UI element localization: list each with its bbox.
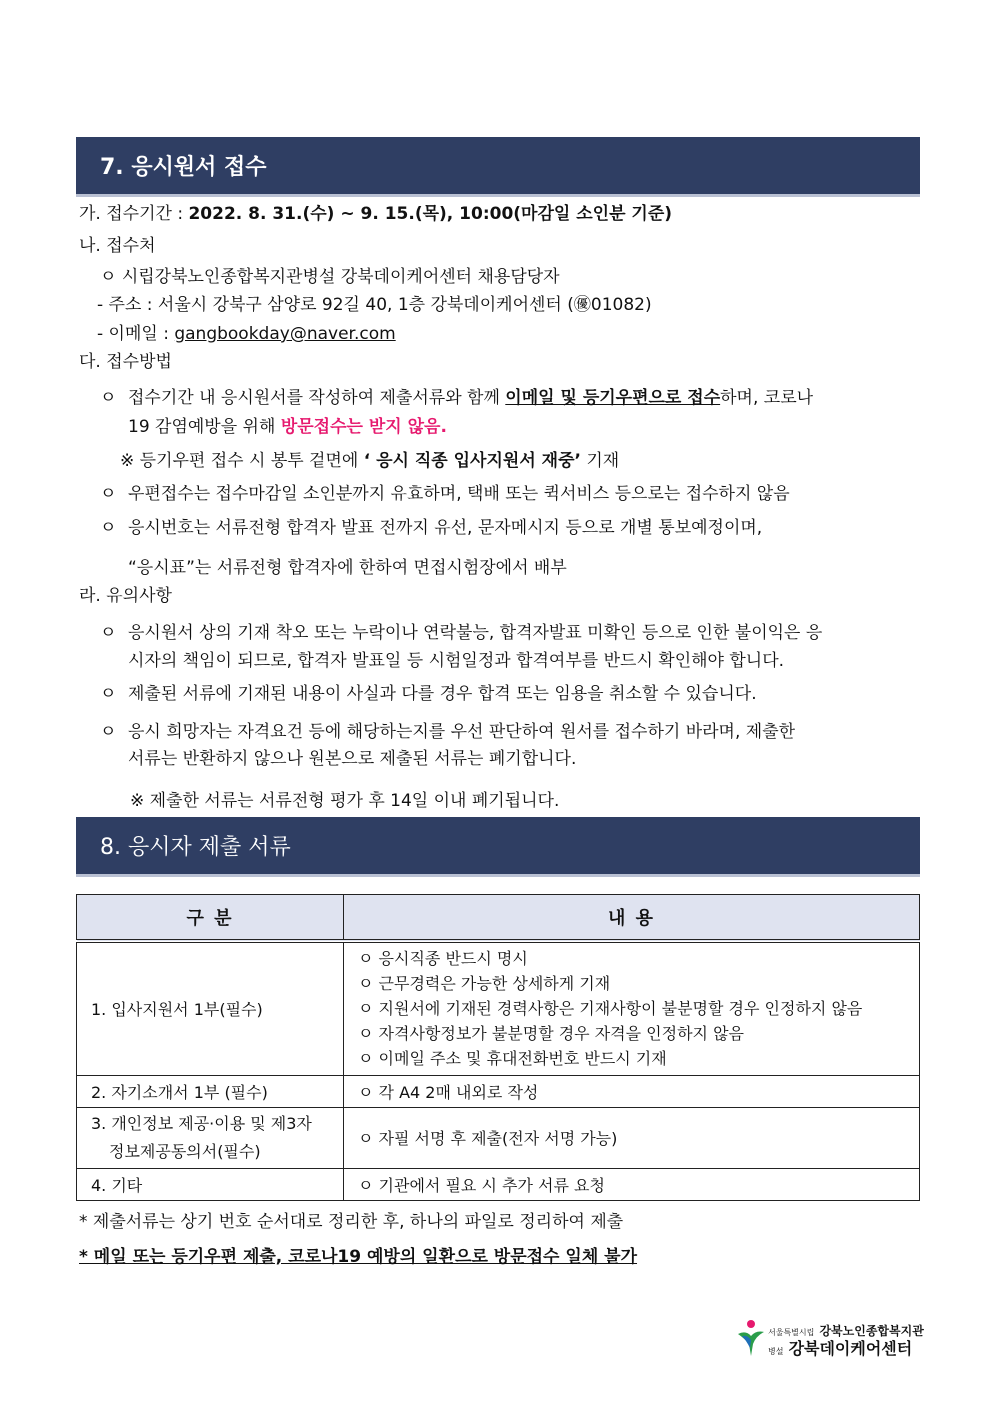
table-row [77, 1107, 920, 1168]
table-row [77, 1075, 920, 1107]
header-content: 내 용 [344, 895, 920, 942]
email-label: - 이메일 : [97, 324, 175, 344]
method-bullet-1-line1 [128, 386, 813, 410]
row-label-line2: 정보제공동의서(필수) [109, 1141, 261, 1161]
method-bullet-3-line2: “응시표”는 서류전형 합격자에 한하여 면접시험장에서 배부 [128, 558, 567, 578]
logo-mark-icon [736, 1318, 766, 1358]
list-item: ㅇ 기관에서 필요 시 추가 서류 요청 [358, 1175, 605, 1195]
list-item: ㅇ 자필 서명 후 제출(전자 서명 가능) [358, 1129, 618, 1148]
logo-line1-main: 강북노인종합복지관 [819, 1324, 924, 1338]
section-7-title: 7. 응시원서 접수 [100, 155, 267, 180]
row-label: 4. 기타 [77, 1168, 344, 1200]
notice-note: ※ 제출한 서류는 서류전형 평가 후 14일 이내 폐기됩니다. [130, 791, 560, 811]
notice-bullet-2: 제출된 서류에 기재된 내용이 사실과 다를 경우 합격 또는 임용을 취소할 수 있습니다. [128, 684, 757, 704]
row-label: 1. 입사지원서 1부(필수) [77, 941, 344, 1075]
method-bullet-2: 우편접수는 접수마감일 소인분까지 유효하며, 택배 또는 퀵서비스 등으로는 접수하지 않음 [128, 484, 790, 504]
section-7-banner [76, 137, 920, 197]
submit-note-1: * 제출서류는 상기 번호 순서대로 정리한 후, 하나의 파일로 정리하여 제출 [79, 1212, 624, 1232]
notice-heading: 라. 유의사항 [79, 586, 172, 606]
notice-bullet-1-line2: 시자의 책임이 되므로, 합격자 발표일 등 시험일정과 합격여부를 반드시 확인해야 합니다. [128, 651, 785, 671]
method-text: 접수기간 내 응시원서를 작성하여 제출서류와 함께 [128, 388, 506, 408]
list-item: ㅇ 각 A4 2매 내외로 작성 [358, 1082, 539, 1102]
bullet-marker: ㅇ [100, 518, 117, 538]
row-label-line1: 3. 개인정보 제공·이용 및 제3자 [91, 1113, 312, 1133]
bullet-marker: ㅇ [100, 484, 117, 504]
notice-bullet-1-line1: 응시원서 상의 기재 착오 또는 누락이나 연락불능, 합격자발표 미확인 등으로 인한 불이익은 응 [128, 623, 823, 643]
notice-bullet-3-line2: 서류는 반환하지 않으나 원본으로 제출된 서류는 폐기합니다. [128, 749, 577, 769]
header-category: 구 분 [77, 895, 344, 942]
bullet-marker: ㅇ [100, 722, 117, 742]
row-label [77, 1107, 344, 1168]
center-logo [736, 1318, 924, 1358]
notice-bullet-3-line1: 응시 희망자는 자격요건 등에 해당하는지를 우선 판단하여 원서를 접수하기 바라며, 제출한 [128, 722, 796, 742]
method-emphasis: 이메일 및 등기우편으로 접수 [505, 388, 721, 408]
method-note [120, 449, 619, 473]
bullet-marker: ㅇ [100, 623, 117, 643]
note-text: ※ 등기우편 접수 시 봉투 겉면에 [120, 451, 364, 471]
place-address: - 주소 : 서울시 강북구 삼양로 92길 40, 1층 강북데이케어센터 (㊝01082) [97, 295, 652, 315]
bullet-marker: ㅇ [100, 684, 117, 704]
logo-line2-small: 병설 [768, 1347, 784, 1356]
method-text-3: 19 감염예방을 위해 [128, 417, 281, 437]
method-bullet-3-line1: 응시번호는 서류전형 합격자 발표 전까지 유선, 문자메시지 등으로 개별 통보예정이며, [128, 518, 763, 538]
no-visit-warning: 방문접수는 받지 않음. [280, 417, 447, 437]
table-row [77, 1168, 920, 1200]
row-content [344, 941, 920, 1075]
note-emphasis: ‘ 응시 직종 입사지원서 재중’ [363, 451, 581, 471]
method-heading: 다. 접수방법 [79, 352, 172, 372]
documents-table [76, 894, 920, 1201]
row-label: 2. 자기소개서 1부 (필수) [77, 1075, 344, 1107]
section-8-title: 8. 응시자 제출 서류 [100, 835, 291, 860]
period-line [79, 202, 672, 226]
place-heading: 나. 접수처 [79, 236, 156, 256]
row-content [344, 1107, 920, 1168]
method-text-2: 하며, 코로나 [720, 388, 814, 408]
note-text-2: 기재 [580, 451, 620, 471]
period-label: 가. 접수기간 : [79, 204, 189, 224]
submit-note-2: * 메일 또는 등기우편 제출, 코로나19 예방의 일환으로 방문접수 일체 불가 [79, 1247, 638, 1267]
list-item: ㅇ 이메일 주소 및 휴대전화번호 반드시 기재 [358, 1049, 667, 1069]
table-row [77, 941, 920, 1075]
logo-line2-main: 강북데이케어센터 [788, 1339, 913, 1358]
place-org: ㅇ 시립강북노인종합복지관병설 강북데이케어센터 채용담당자 [100, 267, 560, 287]
section-8-banner [76, 817, 920, 877]
logo-line2 [768, 1336, 912, 1359]
place-email-line [97, 322, 396, 346]
list-item: ㅇ 근무경력은 가능한 상세하게 기재 [358, 974, 611, 994]
method-bullet-1-line2 [128, 415, 447, 439]
list-item: ㅇ 응시직종 반드시 명시 [358, 949, 528, 969]
row-content [344, 1168, 920, 1200]
row-content [344, 1075, 920, 1107]
table-header-row [77, 895, 920, 942]
list-item: ㅇ 지원서에 기재된 경력사항은 기재사항이 불분명할 경우 인정하지 않음 [358, 999, 863, 1019]
list-item: ㅇ 자격사항정보가 불분명할 경우 자격을 인정하지 않음 [358, 1024, 745, 1044]
period-value: 2022. 8. 31.(수) ~ 9. 15.(목), 10:00(마감일 소인분 기준) [188, 204, 673, 224]
bullet-marker: ㅇ [100, 388, 117, 408]
logo-line1-small: 서울특별시립 [768, 1328, 815, 1337]
email-link[interactable]: gangbookday@naver.com [174, 324, 396, 344]
